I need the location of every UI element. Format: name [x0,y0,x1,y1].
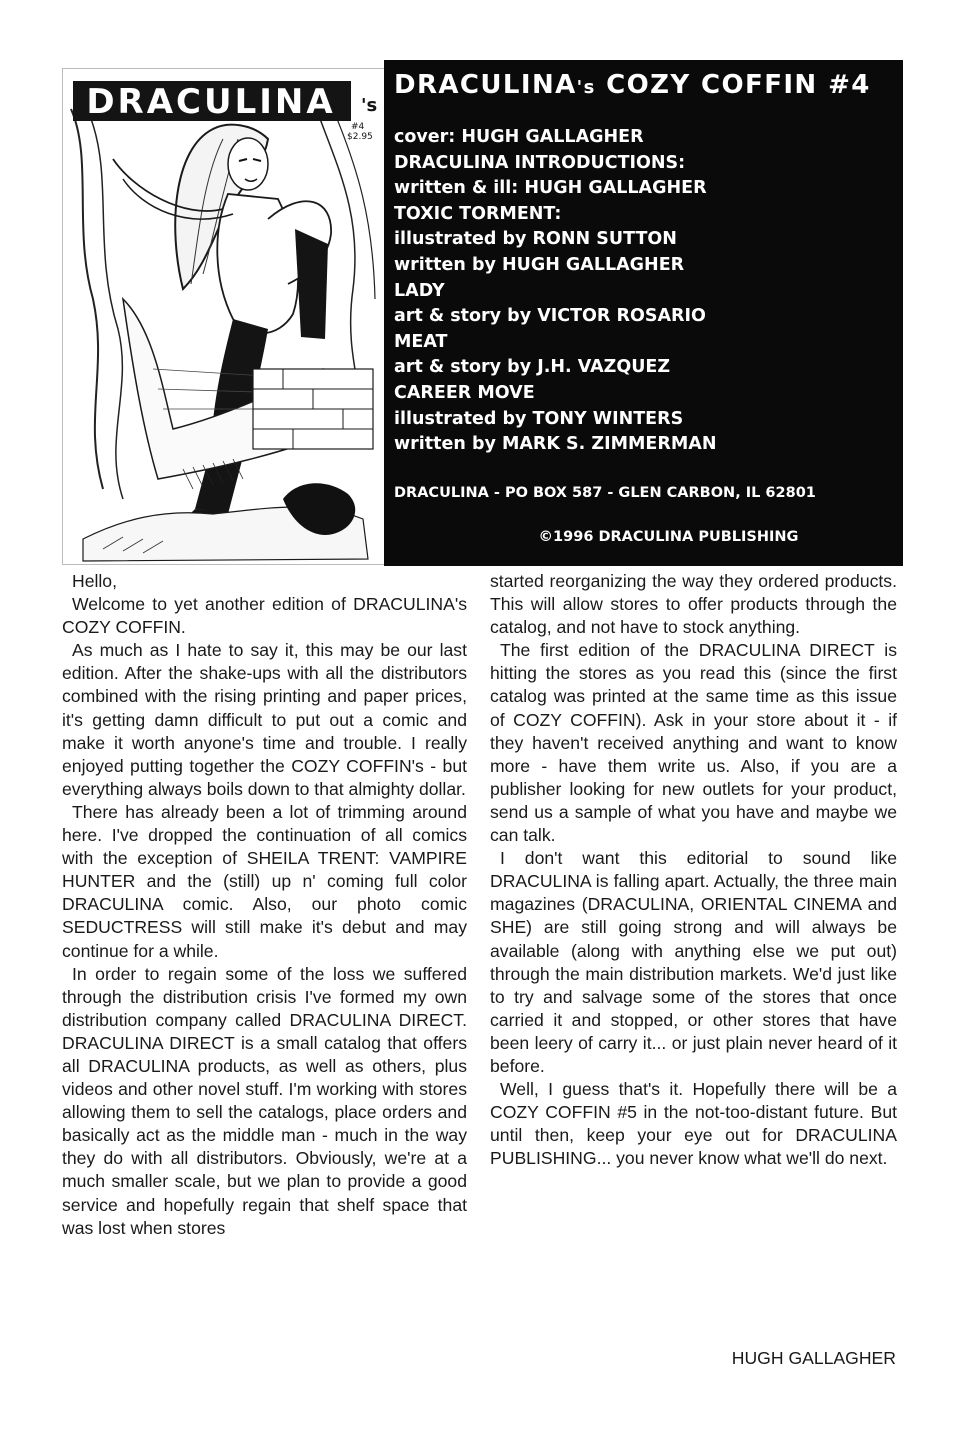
cover-price: $2.95 [347,132,373,142]
credit-line: art & story by VICTOR ROSARIO [394,306,706,327]
credit-line: TOXIC TORMENT: [394,203,562,224]
credit-line: LADY [394,280,445,301]
credit-line: written by MARK S. ZIMMERMAN [394,434,717,455]
credits-title [394,70,893,100]
editorial-paragraph: I don't want this editorial to sound like DRACULINA is falling apart. Actually, the three main magazines (DRACULINA, ORIENTAL CINEMA and SHE) are still going strong and will always be available (along with anything else we put out) through the main distribution markets. We'd just like to try and salvage some of the stores that once carried it and stopped, or other stores that have been leery of carry it... or just plain never heard of it before. [490,848,897,1076]
credit-line: written by HUGH GALLAGHER [394,254,685,275]
editorial-left-column [62,570,467,1240]
editorial-paragraph: In order to regain some of the loss we suffered through the distribution crisis I've formed my own distribution company called DRACULINA DIRECT. DRACULINA DIRECT is a small catalog that offers all DRACULINA products, as well as others, plus videos and other novel stuff. I'm working with stores allowing them to sell the catalogs, place orders and basically act as the middle man - much in the way they do with all distributors. Obviously, we're at a much smaller scale, but we plan to provide a good service and hopefully regain that shelf space that was lost when stores [62,963,467,1238]
credit-line: illustrated by TONY WINTERS [394,408,684,429]
mailing-address: DRACULINA - PO BOX 587 - GLEN CARBON, IL 62801 [394,484,816,501]
credit-line: DRACULINA INTRODUCTIONS: [394,152,686,173]
credit-line: art & story by J.H. VAZQUEZ [394,357,671,378]
editorial-paragraph: As much as I hate to say it, this may be our last edition. After the shake-ups with all the distributors combined with the rising printing and paper prices, it's getting damn difficult to put out a comic and make it worth anyone's time and trouble. I really enjoyed putting together the COZY COFFIN's - but everything always boils down to that almighty dollar. [62,640,467,799]
cover-masthead-suffix: 's [361,95,378,116]
credits-panel [384,60,903,566]
editorial-paragraph: Welcome to yet another edition of DRACULINA's COZY COFFIN. [62,594,467,638]
credit-line: MEAT [394,331,448,352]
cover-artwork [63,69,385,564]
cover-masthead: DRACULINA [86,82,336,122]
editorial-signature: HUGH GALLAGHER [731,1348,896,1368]
credit-line: illustrated by RONN SUTTON [394,229,677,250]
editorial-greeting: Hello, [72,571,117,591]
credits-title-rest: COZY COFFIN [606,70,818,100]
credit-line: written & ill: HUGH GALLAGHER [394,178,707,199]
credits-title-number: #4 [828,70,871,100]
cover-issue-number: #4 [351,122,365,132]
editorial-paragraph: There has already been a lot of trimming around here. I've dropped the continuation of all comics with the exception of SHEILA TRENT: VAMPIRE HUNTER and the (still) up n' coming full color DRACULINA comic. Also, our photo comic SEDUCTRESS will still make it's debut and may continue for a while. [62,801,467,961]
editorial-right-column [490,570,897,1170]
copyright-notice: ©1996 DRACULINA PUBLISHING [538,528,799,545]
credits-list [394,125,893,458]
credit-line: CAREER MOVE [394,382,535,403]
cover-illustration [62,68,386,565]
credit-line: cover: HUGH GALLAGHER [394,127,644,147]
editorial-paragraph: Well, I guess that's it. Hopefully there will be a COZY COFFIN #5 in the not-too-distant future. But until then, keep your eye out for DRACULINA PUBLISHING... you never know what we'll do next. [490,1079,897,1169]
editorial-paragraph: The first edition of the DRACULINA DIRECT is hitting the stores as you read this (since the first catalog was printed at the same time as this issue of COZY COFFIN). Ask in your store about it - if they haven't received anything and want to know more - have them write us. Also, if you are a publisher looking for new outlets for your product, send us a sample of what you have and maybe we can talk. [490,640,897,846]
credits-title-possessive: 's [576,77,596,98]
credits-title-main: DRACULINA [394,70,577,100]
editorial-continuation: started reorganizing the way they ordered products. This will allow stores to offer products through the catalog, and not have to stock anything. [490,571,897,638]
